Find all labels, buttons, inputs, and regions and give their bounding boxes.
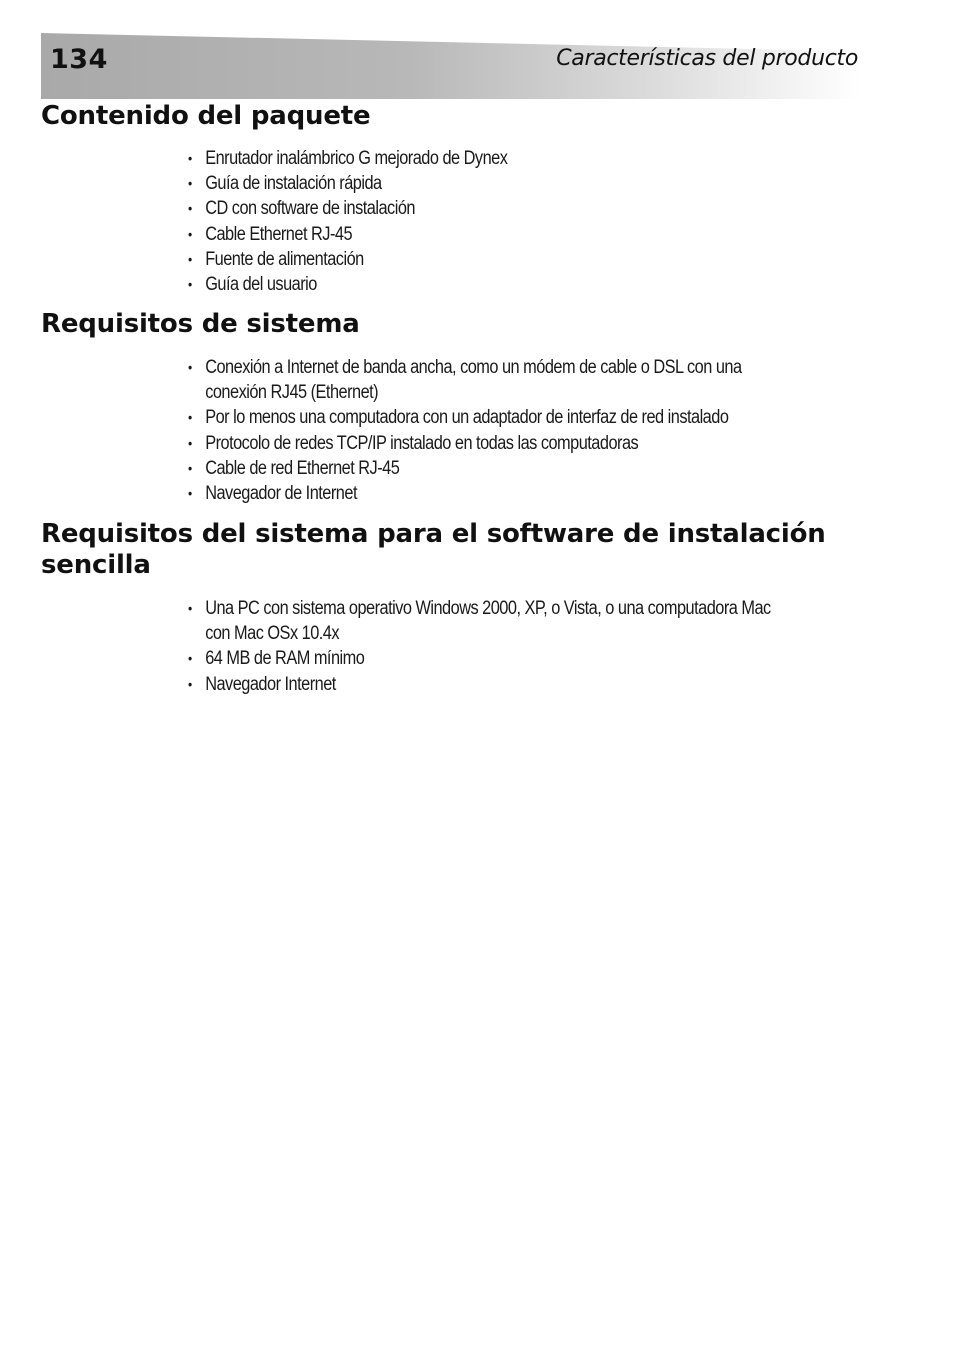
list-item: • Cable Ethernet RJ-45 <box>188 222 773 247</box>
list-item: • Cable de red Ethernet RJ-45 <box>188 456 773 481</box>
list-item: • Navegador Internet <box>188 672 773 697</box>
bullet-icon: • <box>188 225 192 242</box>
bullet-icon: • <box>188 459 192 476</box>
list-item: • Guía de instalación rápida <box>188 171 773 196</box>
bullet-list-requisitos <box>188 355 773 506</box>
running-head: Características del producto <box>556 46 858 71</box>
list-item: • Fuente de alimentación <box>188 247 773 272</box>
bullet-icon: • <box>188 175 192 192</box>
list-item: • Navegador de Internet <box>188 481 773 506</box>
list-item: • Guía del usuario <box>188 272 773 297</box>
list-item: • Protocolo de redes TCP/IP instalado en todas las computadoras <box>188 431 773 456</box>
bullet-list-software <box>188 596 773 697</box>
list-item: • Enrutador inalámbrico G mejorado de Dynex <box>188 146 773 171</box>
list-item: • CD con software de instalación <box>188 196 773 221</box>
list-item: • Una PC con sistema operativo Windows 2000, XP, o Vista, o una computadora Mac con Mac OSx 10.4x <box>188 598 771 645</box>
bullet-icon: • <box>188 250 192 267</box>
bullet-icon: • <box>188 150 192 166</box>
section-title-contenido: Contenido del paquete <box>41 101 371 131</box>
bullet-icon: • <box>188 359 192 375</box>
list-item: • Conexión a Internet de banda ancha, como un módem de cable o DSL con una conexión RJ45 (Ethernet) <box>188 357 742 404</box>
section-title-software: Requisitos del sistema para el software de instalación sencilla <box>41 519 826 580</box>
page-number: 134 <box>50 44 108 75</box>
bullet-icon: • <box>188 675 192 692</box>
bullet-icon: • <box>188 409 192 426</box>
bullet-icon: • <box>188 485 192 502</box>
bullet-icon: • <box>188 200 192 217</box>
bullet-icon: • <box>188 650 192 667</box>
list-item: • 64 MB de RAM mínimo <box>188 646 773 671</box>
bullet-list-contenido <box>188 146 773 297</box>
bullet-icon: • <box>188 434 192 451</box>
section-title-requisitos: Requisitos de sistema <box>41 309 360 339</box>
bullet-icon: • <box>188 276 192 293</box>
list-item: • Por lo menos una computadora con un adaptador de interfaz de red instalado <box>188 405 773 430</box>
bullet-icon: • <box>188 600 192 616</box>
